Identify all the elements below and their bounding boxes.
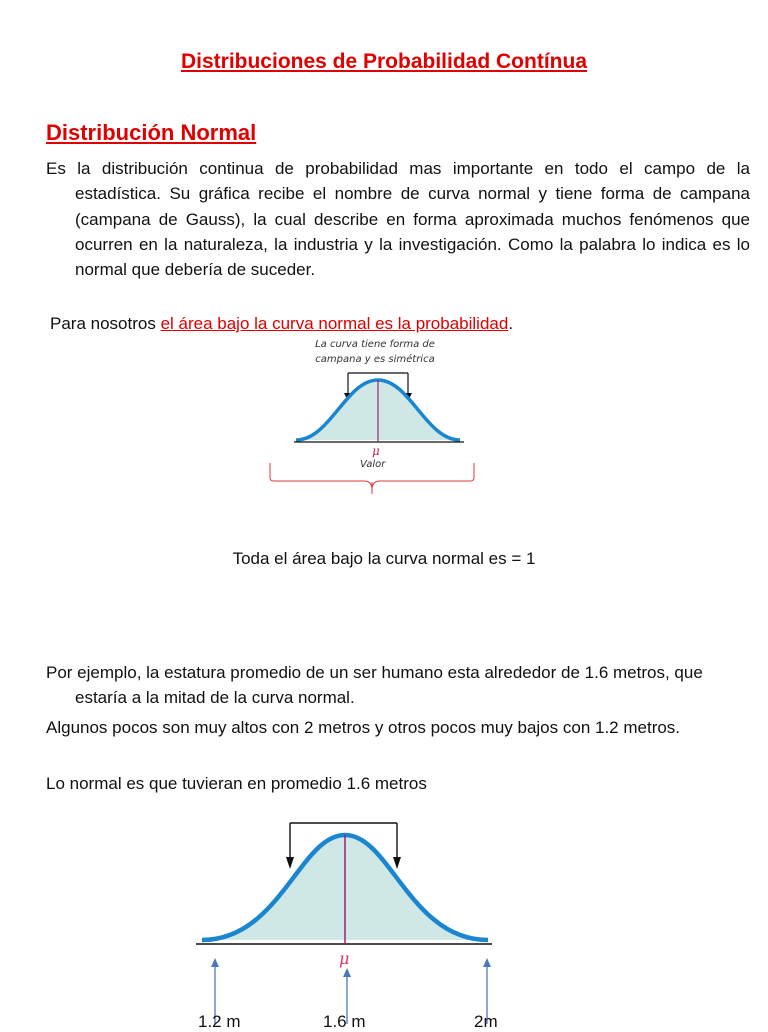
area-sentence-prefix: Para nosotros	[50, 314, 161, 333]
section-heading: Distribución Normal	[46, 120, 257, 145]
figure1-normal-curve	[260, 360, 500, 500]
figure1-value-label: Valor	[360, 459, 386, 470]
example-paragraph-1: Por ejemplo, la estatura promedio de un ser humano esta alrededor de 1.6 metros, que estaría a la mitad de la curva normal.	[46, 663, 703, 707]
example-paragraph-2: Algunos pocos son muy altos con 2 metros y otros pocos muy bajos con 1.2 metros.	[46, 718, 681, 737]
figure1-mu-label: μ	[372, 444, 380, 458]
intro-paragraph: Es la distribución continua de probabilidad mas importante en todo el campo de la estadística. Su gráfica recibe el nombre de curva normal y tiene forma de campana (campana de Gauss), la cual describe en forma aproximada muchos fenómenos que ocurren en la naturaleza, la industria y la investigación. Como la palabra lo indica es lo normal que debería de suceder.	[46, 159, 750, 280]
total-area-statement: Toda el área bajo la curva normal es = 1	[232, 549, 536, 568]
figure2-mu-label: μ	[339, 949, 350, 968]
area-sentence	[50, 311, 513, 336]
figure1-note-line1: La curva tiene forma de	[315, 339, 435, 350]
area-sentence-highlight: el área bajo la curva normal es la probabilidad	[160, 314, 509, 333]
example-paragraph-3: Lo normal es que tuvieran en promedio 1.6 metros	[46, 774, 427, 793]
area-sentence-suffix: .	[508, 314, 514, 333]
figure2-normal-curve	[190, 815, 510, 1024]
figure1-note-line2: campana y es simétrica	[315, 354, 435, 365]
label-1-6m: 1.6 m	[323, 1012, 366, 1031]
document-title: Distribuciones de Probabilidad Contínua	[180, 50, 588, 73]
label-1-2m: 1.2 m	[198, 1012, 241, 1031]
label-2m: 2m	[474, 1012, 498, 1031]
